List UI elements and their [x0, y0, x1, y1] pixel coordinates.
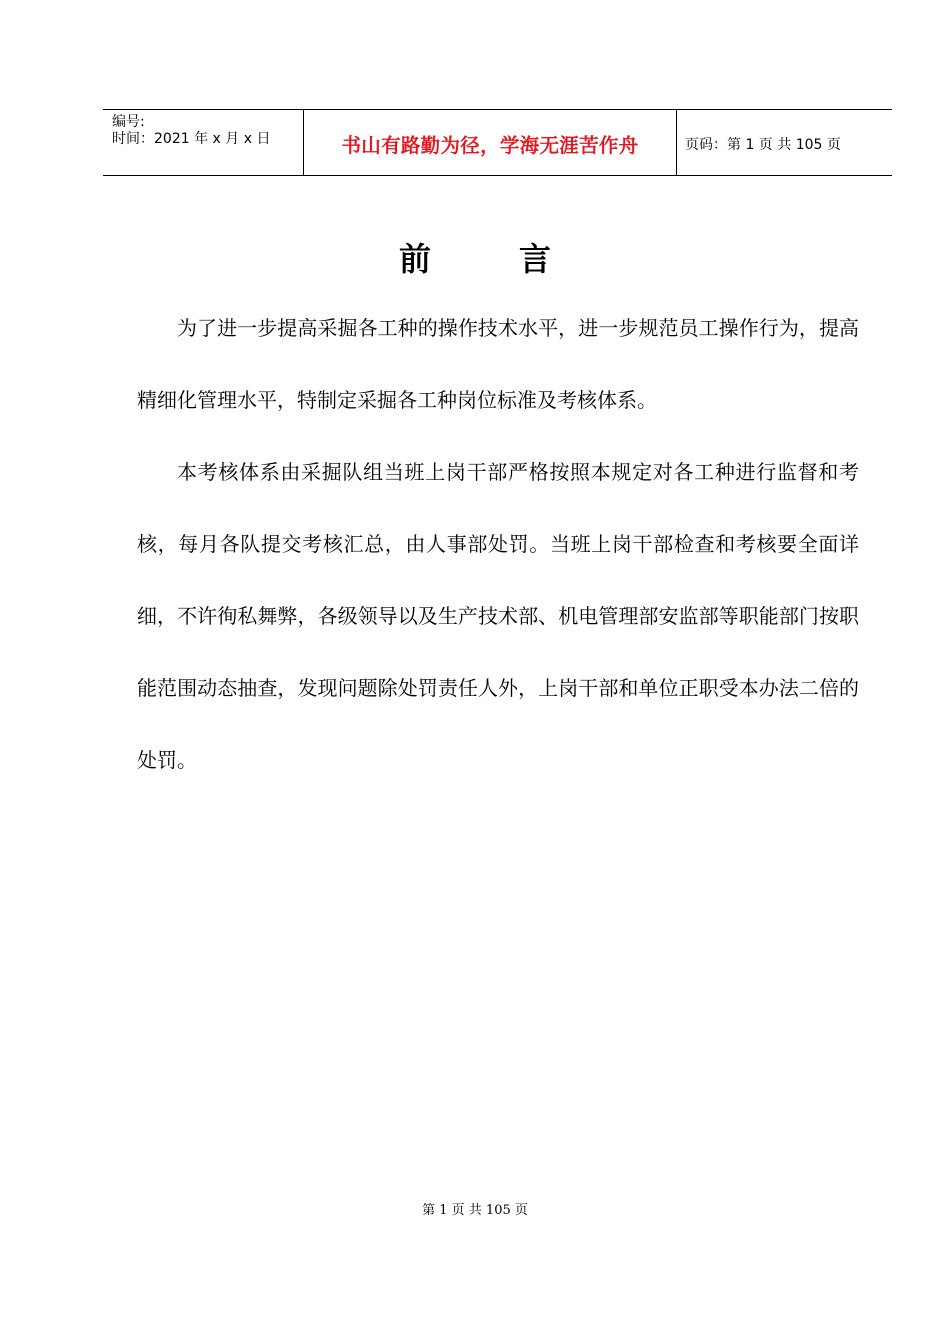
document-header	[103, 109, 892, 176]
header-page-code: 页码：第 1 页 共 105 页	[685, 137, 841, 153]
preface-body	[137, 292, 859, 796]
header-page-cell	[677, 110, 892, 175]
page-footer: 第 1 页 共 105 页	[422, 1203, 528, 1218]
title-char-2: 言	[519, 240, 552, 278]
header-meta-cell	[103, 110, 304, 175]
paragraph: 本考核体系由采掘队组当班上岗干部严格按照本规定对各工种进行监督和考核，每月各队提交考核汇总，由人事部处罚。当班上岗干部检查和考核要全面详细，不许徇私舞弊，各级领导以及生产技术部、机电管理部安监部等职能部门按职能范围动态抽查，发现问题除处罚责任人外，上岗干部和单位正职受本办法二倍的处罚。	[137, 460, 859, 772]
header-motto-cell	[304, 110, 677, 175]
title-char-1: 前	[398, 240, 431, 278]
paragraph: 为了进一步提高采掘各工种的操作技术水平，进一步规范员工操作行为，提高精细化管理水平，特制定采掘各工种岗位标准及考核体系。	[137, 316, 859, 412]
document-number-label: 编号:	[112, 114, 145, 130]
page-title	[0, 234, 950, 280]
header-motto: 书山有路勤为径，学海无涯苦作舟	[341, 134, 639, 157]
document-date: 时间：2021 年 x 月 x 日	[112, 131, 271, 147]
